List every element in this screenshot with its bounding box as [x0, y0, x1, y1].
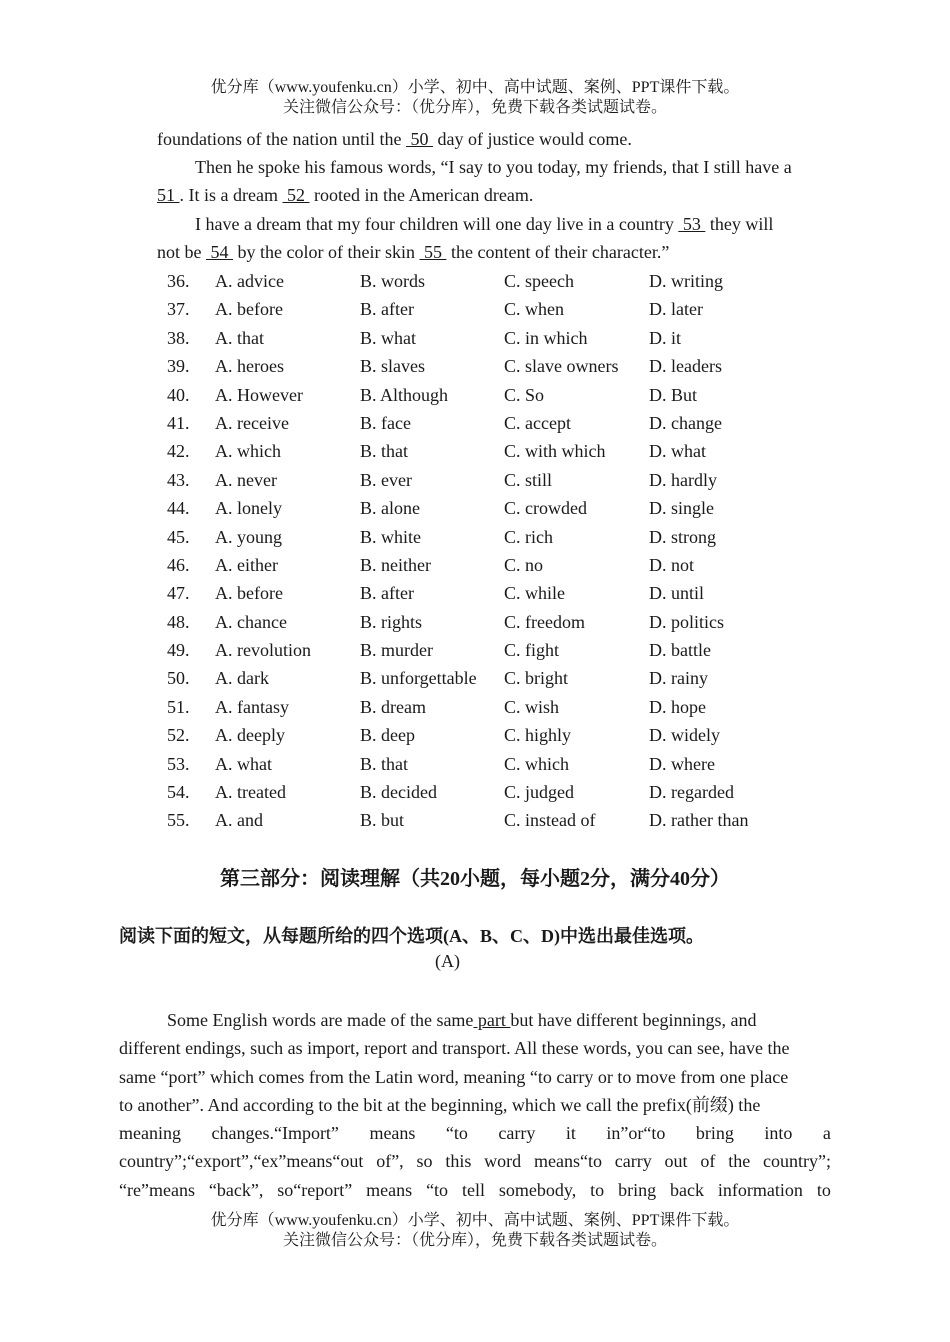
reading-line-3: same “port” which comes from the Latin word, meaning “to carry or to move from one place [119, 1066, 789, 1087]
option-a: A. that [215, 327, 264, 348]
word: means [366, 1179, 413, 1200]
blank-52: 52 [282, 185, 310, 206]
option-b: B. that [360, 753, 408, 774]
word: back [670, 1179, 704, 1200]
option-b: B. face [360, 412, 411, 433]
question-number: 49. [167, 640, 190, 661]
cloze-paragraph-3 [157, 210, 831, 267]
question-number: 42. [167, 441, 190, 462]
question-number: 55. [167, 810, 190, 831]
word: “to [426, 1179, 449, 1200]
option-c: C. when [504, 299, 564, 320]
option-a: A. treated [215, 782, 286, 803]
option-c: C. fight [504, 640, 560, 661]
option-d: D. widely [649, 725, 720, 746]
option-a: A. chance [215, 611, 287, 632]
text: foundations of the nation until the [157, 129, 406, 149]
option-c: C. no [504, 554, 544, 575]
option-a: A. deeply [215, 725, 285, 746]
reading-line-6 [119, 1147, 831, 1175]
option-c: C. speech [504, 271, 574, 291]
option-a: A. either [215, 554, 278, 575]
question-number: 53. [167, 753, 190, 774]
option-c: C. instead of [504, 810, 596, 831]
footer-line-1: 优分库（www.youfenku.cn）小学、初中、高中试题、案例、PPT课件下载。 [210, 1212, 740, 1229]
option-c: C. accept [504, 412, 571, 433]
question-number: 52. [167, 725, 190, 746]
option-d: D. politics [649, 611, 724, 632]
option-a: A. and [215, 810, 263, 831]
option-b: B. deep [360, 725, 415, 746]
question-number: 40. [167, 384, 190, 405]
word: out [664, 1151, 688, 1172]
option-d: D. battle [649, 640, 711, 661]
header-line-2: 关注微信公众号：（优分库），免费下载各类试题试卷。 [282, 99, 667, 116]
underlined-part: part [473, 1010, 511, 1030]
word: carry [498, 1123, 536, 1144]
text: Some English words are made of the same [167, 1010, 474, 1030]
option-d: D. change [649, 412, 722, 433]
word: tell [461, 1179, 485, 1200]
question-number: 54. [167, 782, 190, 803]
text: they will [705, 214, 774, 234]
cloze-paragraph-1 [157, 125, 831, 153]
question-number: 50. [167, 668, 190, 689]
blank-54: 54 [206, 242, 233, 263]
word: somebody, [498, 1179, 577, 1200]
option-c: C. bright [504, 668, 569, 689]
word: meaning [119, 1123, 181, 1144]
cloze-paragraph-2 [157, 153, 831, 210]
option-b: B. decided [360, 782, 437, 803]
instruction: 阅读下面的短文，从每题所给的四个选项(A、B、C、D)中选出最佳选项。 [119, 926, 704, 946]
option-c: C. in which [504, 327, 588, 348]
option-d: D. leaders [649, 356, 722, 377]
word: this [445, 1151, 472, 1172]
word: bring [695, 1123, 734, 1144]
option-a: A. fantasy [215, 696, 289, 717]
option-b: B. rights [360, 611, 423, 632]
option-a: A. what [215, 753, 272, 774]
option-c: C. while [504, 583, 565, 604]
option-d: D. rather than [649, 810, 749, 831]
word: so [416, 1151, 433, 1172]
option-d: D. regarded [649, 782, 734, 803]
blank-50: 50 [405, 129, 433, 149]
option-d: D. later [649, 299, 703, 320]
option-b: B. words [360, 271, 426, 291]
word: “re”means [119, 1179, 195, 1200]
page-header [0, 78, 950, 118]
option-d: D. hardly [649, 469, 717, 490]
option-c: C. highly [504, 725, 572, 746]
option-b: B. white [360, 526, 421, 547]
option-b: B. slaves [360, 356, 425, 377]
option-c: C. with which [504, 441, 606, 462]
option-d: D. hope [649, 696, 706, 717]
option-b: B. neither [360, 554, 431, 575]
option-a: A. heroes [215, 356, 284, 377]
option-a: A. dark [215, 668, 269, 689]
option-b: B. dream [360, 696, 426, 717]
question-number: 36. [167, 271, 190, 291]
question-number: 44. [167, 498, 190, 519]
option-a: A. receive [215, 412, 289, 433]
question-number: 45. [167, 526, 190, 547]
blank-55: 55 [419, 242, 447, 263]
option-c: C. So [504, 384, 545, 405]
question-number: 51. [167, 696, 190, 717]
option-a: A. However [215, 384, 303, 405]
option-d: D. not [649, 554, 694, 575]
option-a: A. before [215, 583, 283, 604]
option-d: D. But [649, 384, 698, 405]
word: country”; [763, 1151, 831, 1172]
word: bring [618, 1179, 657, 1200]
word: of”, [376, 1151, 404, 1172]
option-a: A. never [215, 469, 277, 490]
text: rooted in the American dream. [309, 185, 534, 206]
option-c: C. slave owners [504, 356, 619, 377]
word: changes.“Import” [211, 1123, 339, 1144]
page-footer [0, 1211, 950, 1251]
section-title: 第三部分：阅读理解（共20小题，每小题2分，满分40分） [220, 868, 730, 890]
option-d: D. strong [649, 526, 716, 547]
reading-line-5 [119, 1119, 831, 1147]
question-number: 37. [167, 299, 190, 320]
header-line-1: 优分库（www.youfenku.cn）小学、初中、高中试题、案例、PPT课件下载。 [210, 79, 740, 96]
question-number: 38. [167, 327, 190, 348]
reading-line-1 [119, 1006, 831, 1034]
option-b: B. that [360, 441, 408, 462]
option-b: B. what [360, 327, 416, 348]
option-c: C. which [504, 753, 569, 774]
question-number: 47. [167, 583, 190, 604]
question-number: 39. [167, 356, 190, 377]
option-b: B. Although [360, 384, 449, 405]
word: a [822, 1123, 831, 1144]
word: means“to [533, 1151, 602, 1172]
text: not be [157, 242, 206, 263]
option-d: D. where [649, 753, 715, 774]
option-b: B. after [360, 583, 414, 604]
option-c: C. rich [504, 526, 553, 547]
text: day of justice would come. [432, 129, 632, 149]
word: means [369, 1123, 416, 1144]
question-number: 43. [167, 469, 190, 490]
option-c: C. freedom [504, 611, 585, 632]
text: the content of their character.” [446, 242, 670, 263]
question-number: 48. [167, 611, 190, 632]
option-c: C. wish [504, 696, 560, 717]
option-a: A. advice [215, 271, 284, 291]
blank-51: 51 [157, 185, 180, 206]
reading-line-2: different endings, such as import, report and transport. All these words, you can see, have the [119, 1038, 790, 1059]
option-d: D. rainy [649, 668, 708, 689]
word: the [728, 1151, 751, 1172]
question-number: 41. [167, 412, 190, 433]
reading-line-4: to another”. And according to the bit at the beginning, which we call the prefix(前缀) the [119, 1094, 761, 1115]
word: it [565, 1123, 576, 1144]
option-d: D. writing [649, 271, 723, 291]
text: . It is a dream [179, 185, 283, 206]
passage-label: (A) [435, 951, 460, 971]
text: but have different beginnings, and [510, 1010, 757, 1030]
word: “back”, [208, 1179, 264, 1200]
word: to [816, 1179, 831, 1200]
option-a: A. before [215, 299, 283, 320]
word: word [484, 1151, 522, 1172]
word: to [590, 1179, 605, 1200]
word: country”;“export”,“ex”means“out [119, 1151, 364, 1172]
option-c: C. still [504, 469, 553, 490]
word: “to [445, 1123, 468, 1144]
word: in”or“to [606, 1123, 666, 1144]
footer-line-2: 关注微信公众号：（优分库），免费下载各类试题试卷。 [282, 1232, 667, 1249]
word: of [700, 1151, 716, 1172]
option-b: B. after [360, 299, 414, 320]
option-b: B. ever [360, 469, 412, 490]
option-b: B. alone [360, 498, 420, 519]
option-a: A. which [215, 441, 281, 462]
option-d: D. single [649, 498, 714, 519]
reading-line-7 [119, 1176, 831, 1204]
option-d: D. what [649, 441, 706, 462]
text: by the color of their skin [233, 242, 420, 263]
option-a: A. revolution [215, 640, 311, 661]
question-number: 46. [167, 554, 190, 575]
blank-53: 53 [678, 214, 706, 234]
option-a: A. lonely [215, 498, 282, 519]
option-a: A. young [215, 526, 282, 547]
option-b: B. but [360, 810, 405, 831]
word: so“report” [277, 1179, 353, 1200]
option-c: C. judged [504, 782, 574, 803]
option-d: D. it [649, 327, 682, 348]
option-d: D. until [649, 583, 705, 604]
option-c: C. crowded [504, 498, 587, 519]
reading-passage-a [119, 1006, 831, 1204]
text: Then he spoke his famous words, “I say to you today, my friends, that I still have a [195, 157, 792, 177]
word: information [717, 1179, 803, 1200]
word: carry [614, 1151, 652, 1172]
word: into [764, 1123, 793, 1144]
option-b: B. unforgettable [360, 668, 477, 689]
text: I have a dream that my four children will one day live in a country [195, 214, 679, 234]
option-b: B. murder [360, 640, 433, 661]
